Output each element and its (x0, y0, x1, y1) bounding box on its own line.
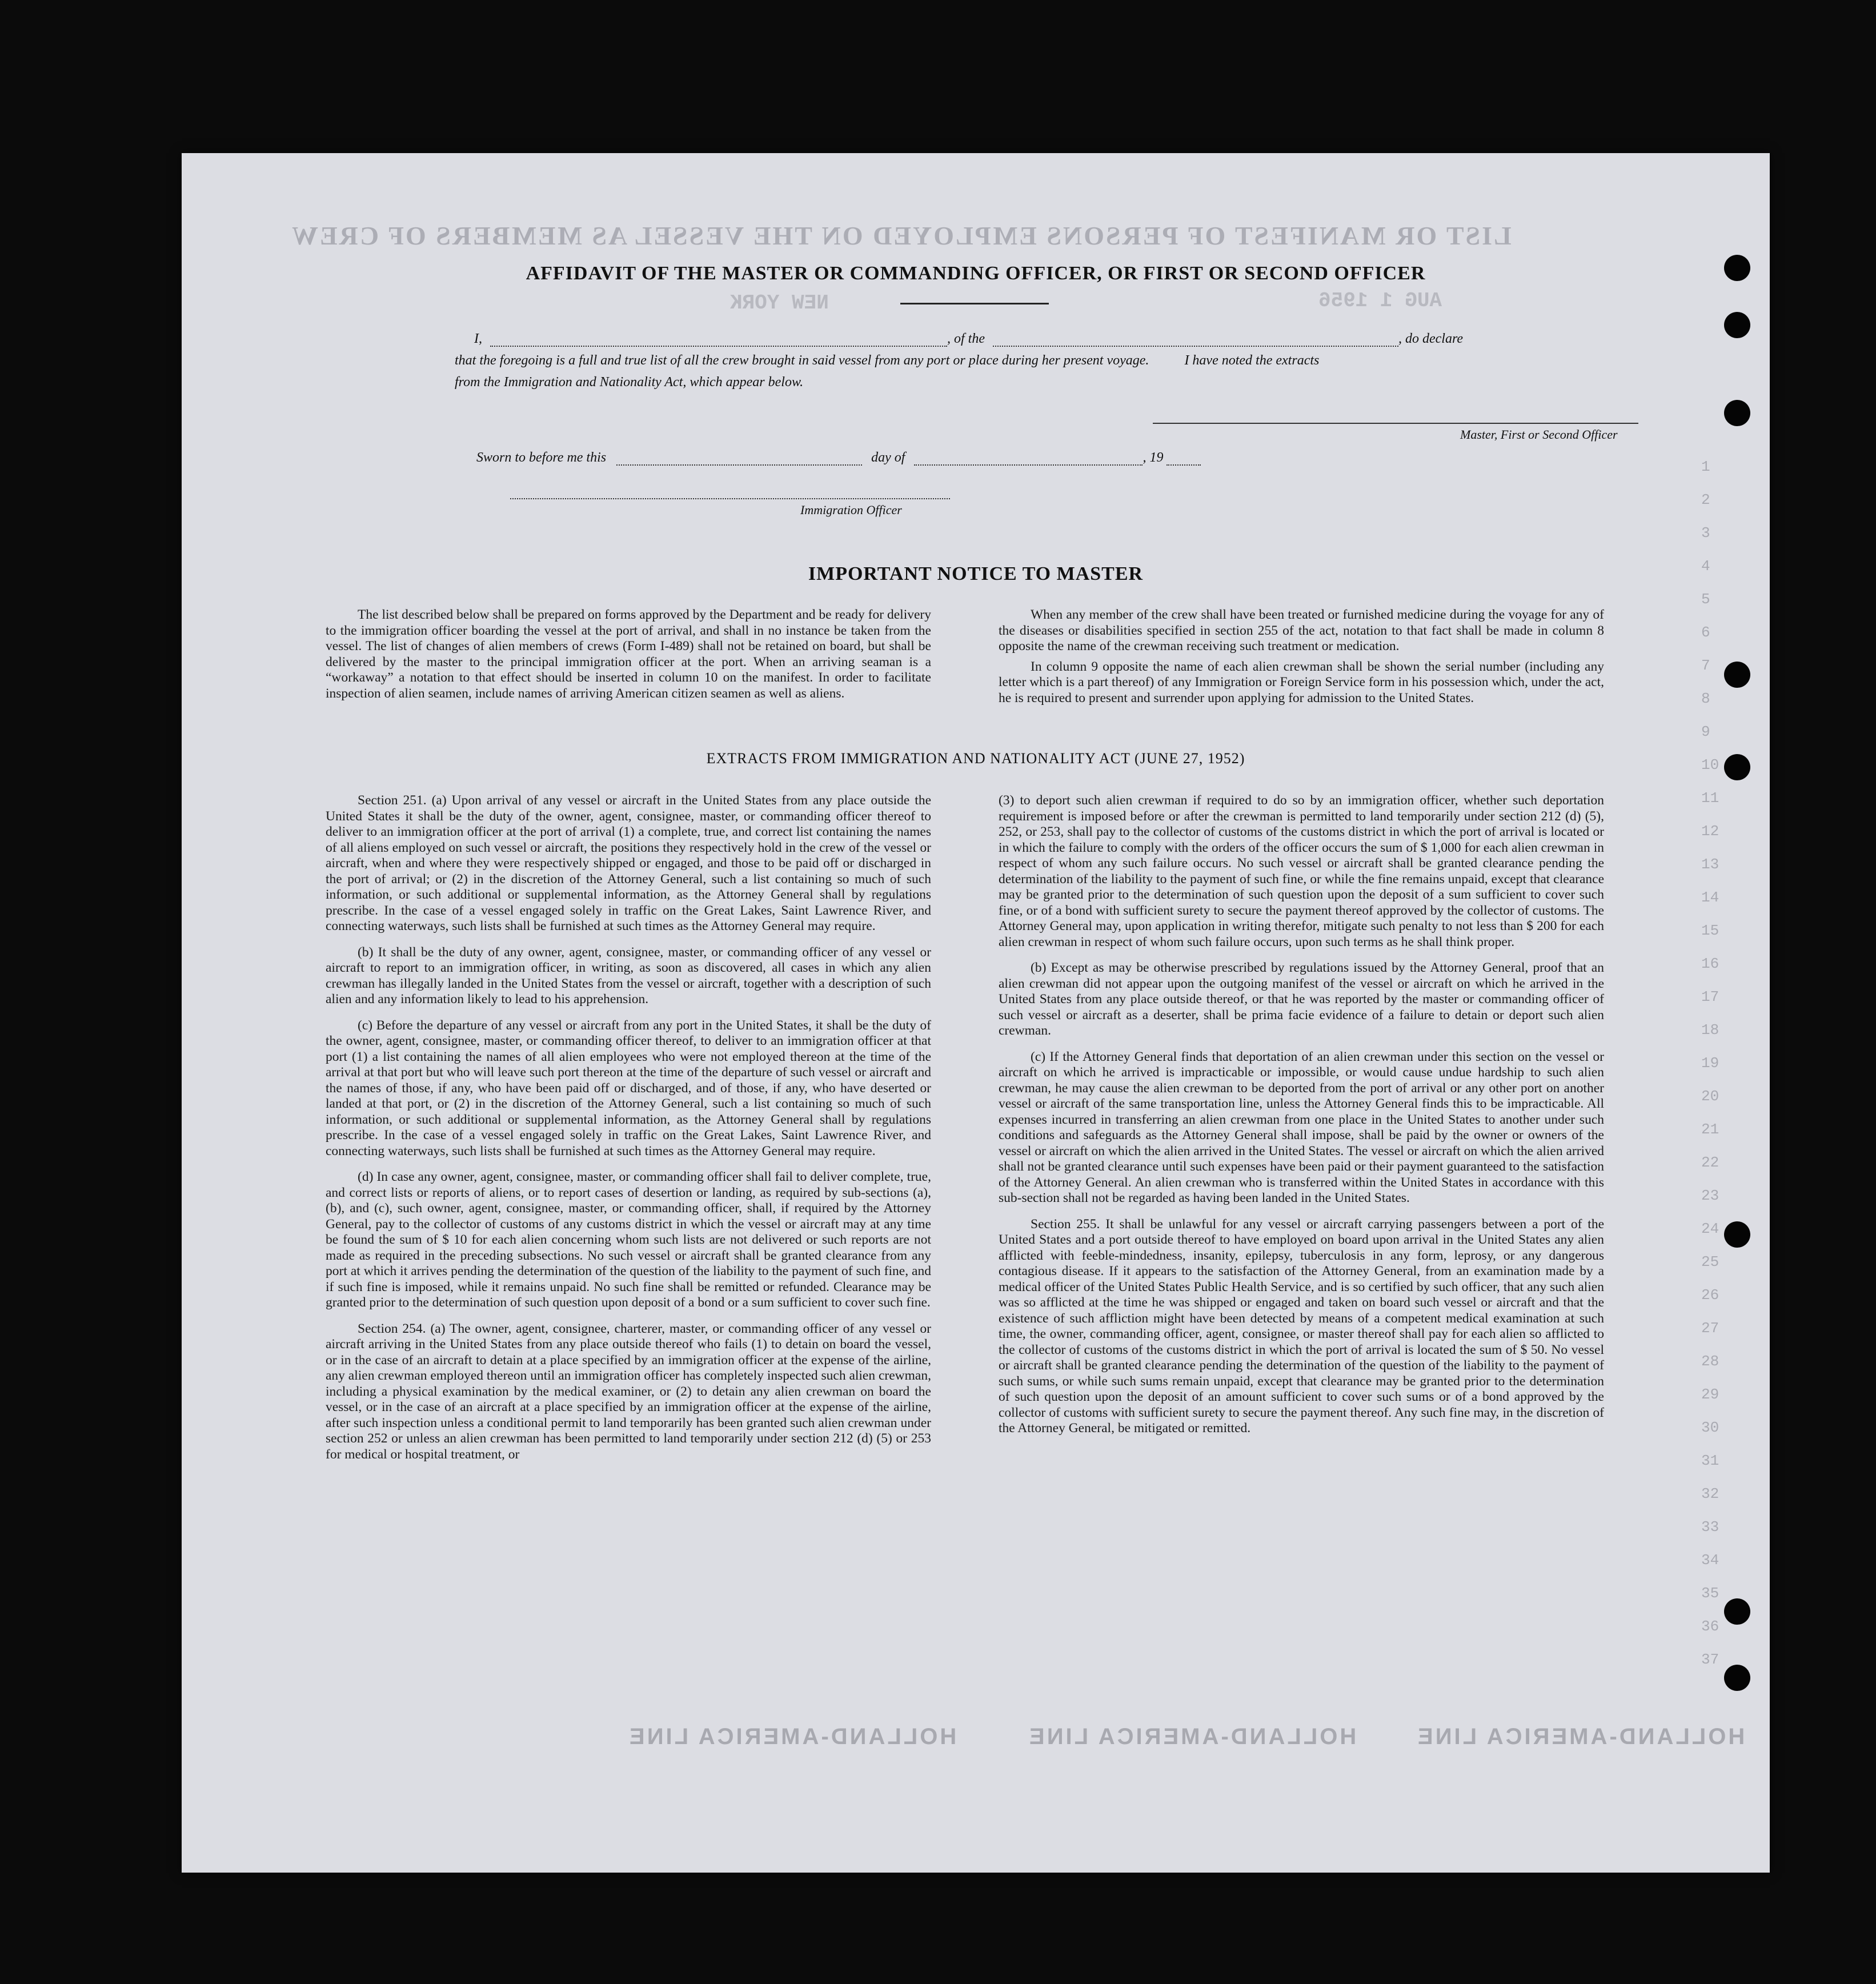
extracts-title: EXTRACTS FROM IMMIGRATION AND NATIONALITY ACT (JUNE 27, 1952) (706, 750, 1245, 767)
notice-left-column (326, 607, 931, 712)
notice-right-column (999, 607, 1604, 716)
day-of-label: day of (871, 450, 905, 465)
year-label: , 19 (1143, 450, 1164, 465)
extract-paragraph: (b) It shall be the duty of any owner, agent, consignee, master, or commanding officer of any vessel or aircraft to report to an immigration officer, in writing, as soon as discovered, all cases in which any alien crewman has illegally landed in the United States from the vessel or aircraft, together with a description of such alien and any information likely to lead to his apprehension. (326, 944, 931, 1007)
bleedthrough-stamp: HOLLAND-AMERICA LINE (627, 1724, 957, 1749)
affidavit-title: AFFIDAVIT OF THE MASTER OR COMMANDING OFFICER, OR FIRST OR SECOND OFFICER (526, 263, 1426, 284)
sworn-label: Sworn to before me this (476, 450, 607, 465)
document-page (182, 153, 1770, 1873)
notice-paragraph: When any member of the crew shall have been treated or furnished medicine during the voyage for any of the diseases or disabilities specified in section 255 of the act, notation to that fact shall be made in column 8 opposite the name of the crewman receiving such treatment or medication. (999, 607, 1604, 654)
extracts-left-column (326, 793, 931, 1473)
notice-paragraph: The list described below shall be prepared on forms approved by the Department and be ready for delivery to the immigration officer boarding the vessel at the port of arrival, and shall in no instance be taken from the vessel. The list of changes of alien members of crews (Form I-489) shall not be retained on board, but shall be delivered by the master to the principal immigration officer at the port. When an arriving seaman is a “workaway” a notation to that effect should be inserted in column 10 on the manifest. In order to facilitate inspection of alien seamen, include names of arriving American citizen seamen as well as aliens. (326, 607, 931, 701)
punch-hole (1724, 312, 1750, 338)
name-field[interactable] (490, 346, 947, 347)
of-the-label: , of the (947, 331, 985, 346)
vessel-field[interactable] (993, 346, 1398, 347)
bleedthrough-port: NEW YORK (730, 291, 829, 315)
sworn-year-field[interactable] (1167, 464, 1201, 466)
master-signature-line[interactable] (1153, 423, 1638, 424)
master-caption: Master, First or Second Officer (1460, 427, 1618, 442)
declaration-text: that the foregoing is a full and true list of all the crew brought in said vessel from any port or place during her present voyage. (455, 353, 1149, 368)
bleedthrough-stamp: HOLLAND-AMERICA LINE (1416, 1724, 1745, 1749)
declaration-text-extracts: I have noted the extracts (1184, 353, 1320, 368)
punch-hole (1724, 400, 1750, 426)
sworn-day-field[interactable] (616, 464, 862, 466)
i-label: I, (474, 331, 482, 346)
extract-paragraph: Section 254. (a) The owner, agent, consignee, charterer, master, or commanding officer of any vessel or aircraft arriving in the United States from any place outside thereof who fails (1) to detain on board the vessel, or in the case of an aircraft to detain at a place specified by an immigration officer at the expense of the airline, any alien crewman employed thereon until an immigration officer has completely inspected such alien crewman, including a physical examination by the medical examiner, or (2) to detain any alien crewman on board the vessel, or in the case of an aircraft at a place specified by an immigration officer at the expense of the airline, after such inspection unless a conditional permit to land temporarily has been granted such alien crewman under section 252 or unless an alien crewman has been permitted to land temporarily under section 212 (d) (5) or 253 for medical or hospital treatment, or (326, 1321, 931, 1462)
declaration-text: from the Immigration and Nationality Act, which appear below. (455, 375, 804, 390)
sworn-month-field[interactable] (914, 464, 1143, 466)
extract-paragraph: (b) Except as may be otherwise prescribed by regulations issued by the Attorney General, proof that an alien crewman did not appear upon the outgoing manifest of the vessel or aircraft on which he arrived in the United States from any place outside thereof, or that he was reported by the master or commanding officer of such vessel or aircraft as a deserter, shall be prima facie evidence of a failure to detain or deport such alien crewman. (999, 960, 1604, 1038)
extracts-right-column (999, 793, 1604, 1447)
sworn-line (476, 450, 1201, 466)
extract-paragraph: Section 251. (a) Upon arrival of any vessel or aircraft in the United States from any place outside the United States it shall be the duty of the owner, agent, consignee, master, or commanding officer thereof to deliver to an immigration officer at the port of arrival (1) a complete, true, and correct list containing the names of all aliens employed on such vessel or aircraft, the positions they respectively hold in the crew of the vessel or aircraft, when and where they were respectively shipped or engaged, and those to be paid off or discharged in the port of arrival; or (2) in the discretion of the Attorney General, such a list containing so much of such information, or such additional or supplemental information, as the Attorney General shall by regulations prescribe. In the case of a vessel engaged solely in traffic on the Great Lakes, Saint Lawrence River, and connecting waterways, such lists shall be furnished at such times as the Attorney General may require. (326, 793, 931, 933)
bleedthrough-date: AUG 1 1956 (1318, 289, 1442, 312)
bleedthrough-stamp: HOLLAND-AMERICA LINE (1027, 1724, 1357, 1749)
bleedthrough-header: LIST OR MANIFEST OF PERSONS EMPLOYED ON THE VESSEL AS MEMBERS OF CREW (290, 221, 1512, 250)
extract-paragraph: Section 255. It shall be unlawful for any vessel or aircraft carrying passengers between a port of the United States and a port outside thereof to have employed on board upon arrival in the United States any alien afflicted with feeble-mindedness, insanity, epilepsy, tuberculosis in any form, leprosy, or any dangerous contagious disease. If it appears to the satisfaction of the Attorney General, from an examination made by a medical officer of the United States Public Health Service, and is so certified by such officer, that any such alien was so afflicted at the time he was shipped or engaged and taken on board such vessel or aircraft and that the existence of such affliction might have been detected by means of a competent medical examination at such time, the owner, commanding officer, agent, consignee, or master thereof shall pay for each alien so afflicted to the collector of customs of the customs district in which the port of arrival is located the sum of $ 50. No vessel or aircraft shall be granted clearance pending the determination of the question of the liability to the payment of such sums, or while such sums remain unpaid, except that clearance may be granted prior to the determination of such question upon the deposit of an amount sufficient to cover such sums or of a bond approved by the collector of customs with sufficient surety to secure the payment thereof. Any such fine may, in the discretion of the Attorney General, be mitigated or remitted. (999, 1216, 1604, 1436)
extract-paragraph: (c) If the Attorney General finds that deportation of an alien crewman under this section on the vessel or aircraft on which he arrived is impracticable or impossible, or would cause undue hardship to such alien crewman, he may cause the alien crewman to be deported from the port of arrival or any other port on another vessel or aircraft of the same transportation line, unless the Attorney General finds this to be impracticable. All expenses incurred in transferring an alien crewman from one place in the United States to another under such conditions and safeguards as the Attorney General shall impose, shall be paid by the owner or owners of the vessel or aircraft on which the alien arrived in the United States. The vessel or aircraft on which the alien arrived shall not be granted clearance until such expenses have been paid or their payment guaranteed to the satisfaction of the Attorney General. An alien crewman who is transferred within the United States in accordance with this sub-section shall not be regarded as having been landed in the United States. (999, 1049, 1604, 1205)
declaration-line-2 (455, 353, 1319, 368)
notice-title: IMPORTANT NOTICE TO MASTER (808, 563, 1144, 584)
officer-caption: Immigration Officer (800, 503, 902, 517)
do-declare-label: , do declare (1398, 331, 1464, 346)
bleedthrough-crew-numbers: 1 2 3 4 5 6 7 8 9 10 11 12 13 14 15 16 17 18 19 20 21 22 23 24 25 26 27 28 29 30 31 32 33 34 35 36 37 (1701, 458, 1719, 1668)
title-underline (900, 303, 1049, 304)
extract-paragraph: (d) In case any owner, agent, consignee, master, or commanding officer shall fail to deliver complete, true, and correct lists or reports of aliens, or to report cases of desertion or landing, as required by sub-sections (a), (b), and (c), such owner, agent, consignee, master, or commanding officer, shall, if required by the Attorney General, pay to the collector of customs of any customs district in which the vessel or aircraft may at any time be found the sum of $ 10 for each alien concerning whom such lists are not delivered or such reports are not made as required in the preceding subsections. No such vessel or aircraft shall be granted clearance from any port at which it arrives pending the determination of the question of the liability to the payment of such fine, and if such fine is imposed, while it remains unpaid. No such fine shall be remitted or refunded. Clearance may be granted prior to the determination of such question upon deposit of a bond or a sum sufficient to cover such fine. (326, 1169, 931, 1310)
notice-paragraph: In column 9 opposite the name of each alien crewman shall be shown the serial number (including any letter which is a part thereof) of any Immigration or Foreign Service form in his possession which, under the act, he is required to present and surrender upon applying for admission to the United States. (999, 659, 1604, 706)
immigration-officer-signature-line[interactable] (510, 498, 950, 499)
declaration-line-3 (455, 375, 803, 390)
extract-paragraph: (3) to deport such alien crewman if required to do so by an immigration officer, whether such deportation requirement is imposed before or after the crewman is permitted to land temporarily under section 212 (d) (5), 252, or 253, shall pay to the collector of customs of the customs district in which the port of arrival is located or in which the failure to comply with the orders of the officer occurs the sum of $ 1,000 for each alien crewman in respect of whom any such failure occurs. No such vessel or aircraft shall be granted clearance pending the determination of the liability to the payment of such fine, or while the fine remains unpaid, except that clearance may be granted prior to the determination of such question upon the deposit of a sum sufficient to cover such fine, or of a bond with sufficient surety to secure the payment thereof approved by the collector of customs. The Attorney General may, upon application in writing therefor, mitigate such penalty to not less than $ 200 for each alien crewman in respect of whom such failure occurs, upon such terms as he shall think proper. (999, 793, 1604, 949)
declaration-line-1 (474, 331, 1463, 347)
extract-paragraph: (c) Before the departure of any vessel or aircraft from any port in the United States, it shall be the duty of the owner, agent, consignee, master, or commanding officer thereof, to deliver to an immigration officer at that port (1) a list containing the names of all alien employees who were not employed thereon at the time of the arrival at that port but who will leave such port thereon at the time of the departure of such vessel or aircraft and the names of those, if any, who have been paid off or discharged, and of those, if any, who have deserted or landed at that port, or (2) in the discretion of the Attorney General, such a list containing so much of such information, or such additional or supplemental information, as the Attorney General shall by regulations prescribe. In the case of a vessel engaged solely in traffic on the Great Lakes, Saint Lawrence River, and connecting waterways, such lists shall be furnished at such times as the Attorney General may require. (326, 1017, 931, 1159)
